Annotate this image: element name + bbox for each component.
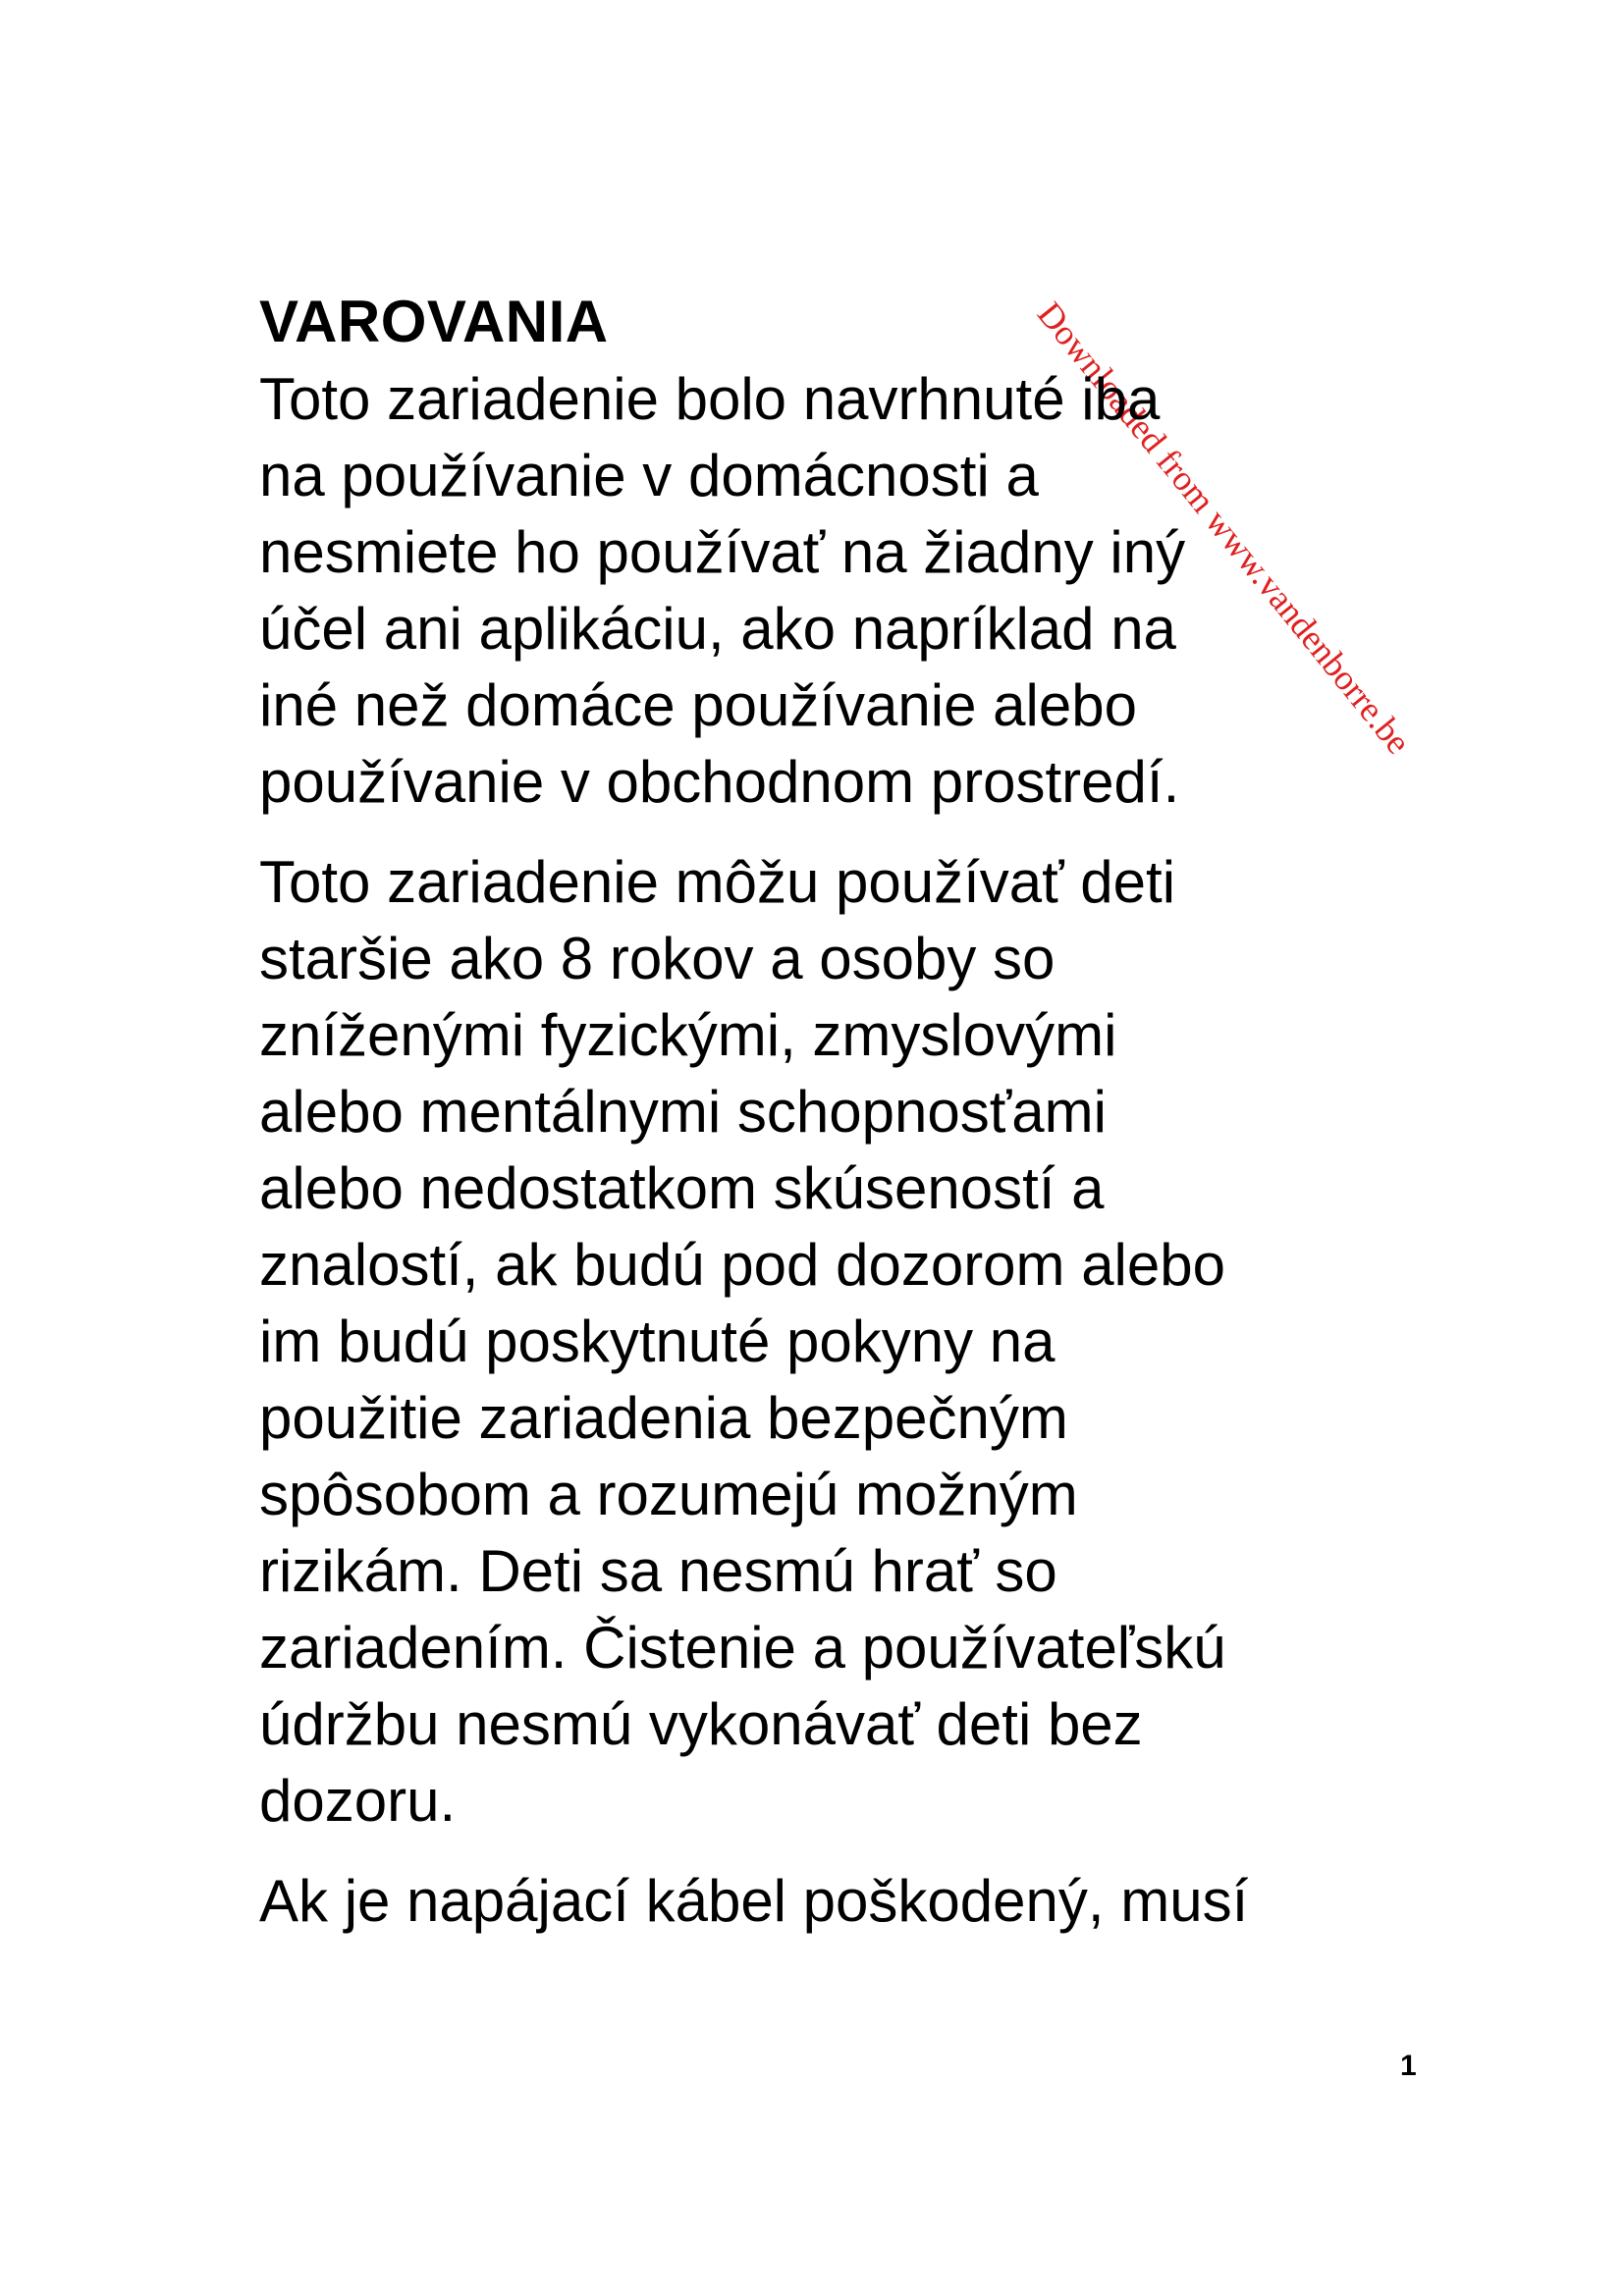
text-line: staršie ako 8 rokov a osoby so — [259, 926, 1056, 991]
text-line: použitie zariadenia bezpečným — [259, 1385, 1068, 1451]
text-line: zníženými fyzickými, zmyslovými — [259, 1002, 1117, 1068]
text-line: alebo mentálnymi schopnosťami — [259, 1079, 1107, 1145]
text-line: znalostí, ak budú pod dozorom alebo — [259, 1232, 1225, 1298]
page-content — [259, 283, 1398, 1963]
text-line: im budú poskytnuté pokyny na — [259, 1308, 1056, 1374]
text-line: nesmiete ho používať na žiadny iný — [259, 519, 1186, 585]
paragraph-2 — [259, 844, 1398, 1840]
text-line: Toto zariadenie bolo navrhnuté iba — [259, 366, 1161, 432]
text-line: spôsobom a rozumejú možným — [259, 1462, 1078, 1527]
text-line: používanie v obchodnom prostredí. — [259, 749, 1180, 815]
text-line: alebo nedostatkom skúseností a — [259, 1155, 1105, 1221]
text-line: Ak je napájací kábel poškodený, musí — [259, 1868, 1249, 1934]
paragraph-3 — [259, 1863, 1398, 1940]
text-line: iné než domáce používanie alebo — [259, 672, 1137, 738]
text-line: rizikám. Deti sa nesmú hrať so — [259, 1538, 1057, 1604]
text-line: účel ani aplikáciu, ako napríklad na — [259, 596, 1176, 662]
text-line: údržbu nesmú vykonávať deti bez — [259, 1691, 1143, 1757]
text-line: Toto zariadenie môžu používať deti — [259, 849, 1176, 915]
text-line: na používanie v domácnosti a — [259, 443, 1039, 508]
text-line: zariadením. Čistenie a používateľskú — [259, 1615, 1226, 1681]
text-line: dozoru. — [259, 1768, 457, 1834]
section-heading: VAROVANIA — [259, 289, 609, 354]
paragraph-1 — [259, 361, 1398, 821]
page-number: 1 — [1400, 2050, 1417, 2082]
watermark-text: Downloaded from www.vandenborre.be — [1029, 294, 1419, 762]
